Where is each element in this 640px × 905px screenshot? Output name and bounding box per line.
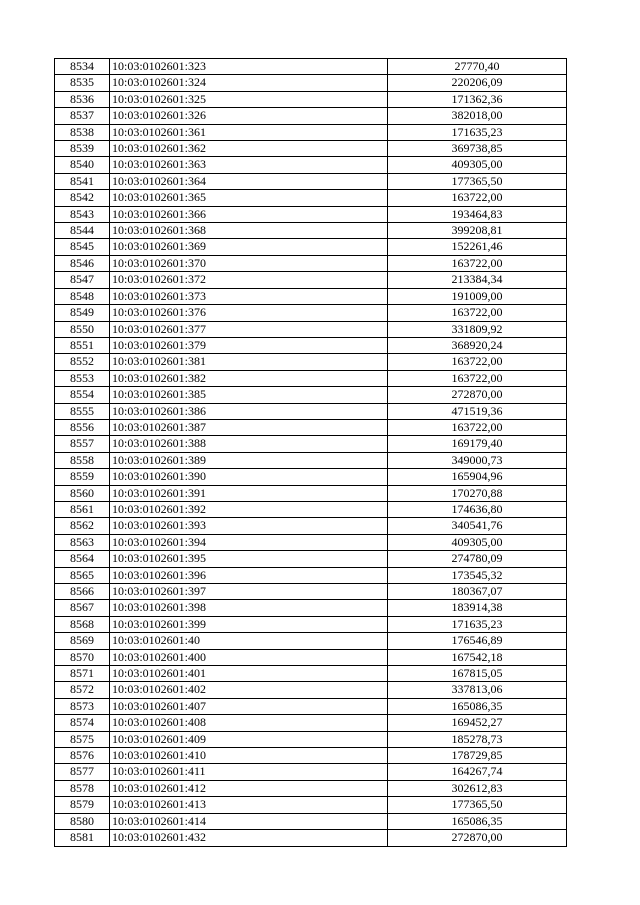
cadastral-number-cell: 10:03:0102601:395 <box>110 551 388 567</box>
table-row <box>55 419 567 435</box>
amount-cell: 409305,00 <box>388 157 567 173</box>
row-number-cell: 8568 <box>55 616 110 632</box>
amount-cell: 399208,81 <box>388 223 567 239</box>
cadastral-number-cell: 10:03:0102601:399 <box>110 616 388 632</box>
amount-cell: 165086,35 <box>388 813 567 829</box>
table-row <box>55 682 567 698</box>
cadastral-number-cell: 10:03:0102601:398 <box>110 600 388 616</box>
table-row <box>55 206 567 222</box>
table-row <box>55 780 567 796</box>
table-row <box>55 288 567 304</box>
row-number-cell: 8569 <box>55 633 110 649</box>
amount-cell: 169452,27 <box>388 715 567 731</box>
cadastral-number-cell: 10:03:0102601:385 <box>110 387 388 403</box>
amount-cell: 302612,83 <box>388 780 567 796</box>
table-row <box>55 600 567 616</box>
row-number-cell: 8576 <box>55 748 110 764</box>
cadastral-number-cell: 10:03:0102601:411 <box>110 764 388 780</box>
row-number-cell: 8543 <box>55 206 110 222</box>
row-number-cell: 8554 <box>55 387 110 403</box>
table-row <box>55 666 567 682</box>
cadastral-number-cell: 10:03:0102601:376 <box>110 305 388 321</box>
amount-cell: 183914,38 <box>388 600 567 616</box>
table-row <box>55 436 567 452</box>
table-row <box>55 321 567 337</box>
table-row <box>55 633 567 649</box>
cadastral-number-cell: 10:03:0102601:377 <box>110 321 388 337</box>
row-number-cell: 8571 <box>55 666 110 682</box>
row-number-cell: 8535 <box>55 75 110 91</box>
amount-cell: 163722,00 <box>388 354 567 370</box>
row-number-cell: 8540 <box>55 157 110 173</box>
cadastral-number-cell: 10:03:0102601:361 <box>110 124 388 140</box>
row-number-cell: 8544 <box>55 223 110 239</box>
amount-cell: 163722,00 <box>388 419 567 435</box>
table-row <box>55 584 567 600</box>
amount-cell: 165086,35 <box>388 698 567 714</box>
registry-table <box>54 58 567 847</box>
amount-cell: 349000,73 <box>388 452 567 468</box>
amount-cell: 163722,00 <box>388 255 567 271</box>
row-number-cell: 8548 <box>55 288 110 304</box>
amount-cell: 176546,89 <box>388 633 567 649</box>
cadastral-number-cell: 10:03:0102601:390 <box>110 469 388 485</box>
table-row <box>55 616 567 632</box>
amount-cell: 164267,74 <box>388 764 567 780</box>
cadastral-number-cell: 10:03:0102601:381 <box>110 354 388 370</box>
cadastral-number-cell: 10:03:0102601:389 <box>110 452 388 468</box>
amount-cell: 331809,92 <box>388 321 567 337</box>
table-row <box>55 731 567 747</box>
row-number-cell: 8557 <box>55 436 110 452</box>
amount-cell: 167815,05 <box>388 666 567 682</box>
cadastral-number-cell: 10:03:0102601:391 <box>110 485 388 501</box>
cadastral-number-cell: 10:03:0102601:392 <box>110 501 388 517</box>
row-number-cell: 8560 <box>55 485 110 501</box>
amount-cell: 337813,06 <box>388 682 567 698</box>
cadastral-number-cell: 10:03:0102601:393 <box>110 518 388 534</box>
amount-cell: 193464,83 <box>388 206 567 222</box>
cadastral-number-cell: 10:03:0102601:388 <box>110 436 388 452</box>
cadastral-number-cell: 10:03:0102601:382 <box>110 370 388 386</box>
cadastral-number-cell: 10:03:0102601:408 <box>110 715 388 731</box>
cadastral-number-cell: 10:03:0102601:362 <box>110 141 388 157</box>
table-row <box>55 157 567 173</box>
table-row <box>55 272 567 288</box>
cadastral-number-cell: 10:03:0102601:387 <box>110 419 388 435</box>
cadastral-number-cell: 10:03:0102601:379 <box>110 337 388 353</box>
amount-cell: 27770,40 <box>388 59 567 75</box>
amount-cell: 220206,09 <box>388 75 567 91</box>
row-number-cell: 8538 <box>55 124 110 140</box>
row-number-cell: 8536 <box>55 91 110 107</box>
table-row <box>55 403 567 419</box>
amount-cell: 169179,40 <box>388 436 567 452</box>
table-row <box>55 108 567 124</box>
cadastral-number-cell: 10:03:0102601:323 <box>110 59 388 75</box>
table-row <box>55 124 567 140</box>
row-number-cell: 8575 <box>55 731 110 747</box>
amount-cell: 382018,00 <box>388 108 567 124</box>
row-number-cell: 8562 <box>55 518 110 534</box>
row-number-cell: 8553 <box>55 370 110 386</box>
row-number-cell: 8537 <box>55 108 110 124</box>
amount-cell: 274780,09 <box>388 551 567 567</box>
amount-cell: 152261,46 <box>388 239 567 255</box>
table-row <box>55 239 567 255</box>
row-number-cell: 8565 <box>55 567 110 583</box>
amount-cell: 213384,34 <box>388 272 567 288</box>
row-number-cell: 8561 <box>55 501 110 517</box>
amount-cell: 180367,07 <box>388 584 567 600</box>
amount-cell: 171362,36 <box>388 91 567 107</box>
row-number-cell: 8570 <box>55 649 110 665</box>
table-row <box>55 501 567 517</box>
table-row <box>55 764 567 780</box>
table-row <box>55 452 567 468</box>
cadastral-number-cell: 10:03:0102601:409 <box>110 731 388 747</box>
cadastral-number-cell: 10:03:0102601:412 <box>110 780 388 796</box>
amount-cell: 171635,23 <box>388 124 567 140</box>
row-number-cell: 8567 <box>55 600 110 616</box>
table-row <box>55 485 567 501</box>
amount-cell: 163722,00 <box>388 370 567 386</box>
table-row <box>55 305 567 321</box>
cadastral-number-cell: 10:03:0102601:40 <box>110 633 388 649</box>
amount-cell: 177365,50 <box>388 797 567 813</box>
table-row <box>55 190 567 206</box>
row-number-cell: 8558 <box>55 452 110 468</box>
amount-cell: 171635,23 <box>388 616 567 632</box>
cadastral-number-cell: 10:03:0102601:386 <box>110 403 388 419</box>
table-row <box>55 75 567 91</box>
table-row <box>55 141 567 157</box>
table-row <box>55 649 567 665</box>
cadastral-number-cell: 10:03:0102601:413 <box>110 797 388 813</box>
row-number-cell: 8564 <box>55 551 110 567</box>
row-number-cell: 8572 <box>55 682 110 698</box>
row-number-cell: 8539 <box>55 141 110 157</box>
row-number-cell: 8581 <box>55 830 110 846</box>
amount-cell: 177365,50 <box>388 173 567 189</box>
amount-cell: 173545,32 <box>388 567 567 583</box>
row-number-cell: 8547 <box>55 272 110 288</box>
table-row <box>55 223 567 239</box>
row-number-cell: 8546 <box>55 255 110 271</box>
cadastral-number-cell: 10:03:0102601:396 <box>110 567 388 583</box>
amount-cell: 163722,00 <box>388 190 567 206</box>
amount-cell: 191009,00 <box>388 288 567 304</box>
amount-cell: 272870,00 <box>388 830 567 846</box>
row-number-cell: 8574 <box>55 715 110 731</box>
table-row <box>55 518 567 534</box>
row-number-cell: 8541 <box>55 173 110 189</box>
cadastral-number-cell: 10:03:0102601:370 <box>110 255 388 271</box>
cadastral-number-cell: 10:03:0102601:364 <box>110 173 388 189</box>
cadastral-number-cell: 10:03:0102601:397 <box>110 584 388 600</box>
amount-cell: 369738,85 <box>388 141 567 157</box>
amount-cell: 174636,80 <box>388 501 567 517</box>
cadastral-number-cell: 10:03:0102601:365 <box>110 190 388 206</box>
registry-table-body <box>55 59 567 847</box>
cadastral-number-cell: 10:03:0102601:414 <box>110 813 388 829</box>
amount-cell: 163722,00 <box>388 305 567 321</box>
row-number-cell: 8556 <box>55 419 110 435</box>
row-number-cell: 8573 <box>55 698 110 714</box>
cadastral-number-cell: 10:03:0102601:401 <box>110 666 388 682</box>
table-row <box>55 698 567 714</box>
cadastral-number-cell: 10:03:0102601:400 <box>110 649 388 665</box>
row-number-cell: 8563 <box>55 534 110 550</box>
row-number-cell: 8552 <box>55 354 110 370</box>
row-number-cell: 8534 <box>55 59 110 75</box>
cadastral-number-cell: 10:03:0102601:394 <box>110 534 388 550</box>
table-row <box>55 534 567 550</box>
cadastral-number-cell: 10:03:0102601:369 <box>110 239 388 255</box>
row-number-cell: 8566 <box>55 584 110 600</box>
amount-cell: 409305,00 <box>388 534 567 550</box>
row-number-cell: 8577 <box>55 764 110 780</box>
row-number-cell: 8549 <box>55 305 110 321</box>
cadastral-number-cell: 10:03:0102601:432 <box>110 830 388 846</box>
table-row <box>55 173 567 189</box>
cadastral-number-cell: 10:03:0102601:372 <box>110 272 388 288</box>
table-row <box>55 387 567 403</box>
cadastral-number-cell: 10:03:0102601:402 <box>110 682 388 698</box>
cadastral-number-cell: 10:03:0102601:410 <box>110 748 388 764</box>
table-row <box>55 59 567 75</box>
cadastral-number-cell: 10:03:0102601:324 <box>110 75 388 91</box>
cadastral-number-cell: 10:03:0102601:373 <box>110 288 388 304</box>
table-row <box>55 813 567 829</box>
row-number-cell: 8580 <box>55 813 110 829</box>
table-row <box>55 551 567 567</box>
cadastral-number-cell: 10:03:0102601:407 <box>110 698 388 714</box>
table-row <box>55 91 567 107</box>
amount-cell: 368920,24 <box>388 337 567 353</box>
table-row <box>55 748 567 764</box>
row-number-cell: 8550 <box>55 321 110 337</box>
table-row <box>55 830 567 846</box>
table-row <box>55 715 567 731</box>
table-row <box>55 797 567 813</box>
cadastral-number-cell: 10:03:0102601:368 <box>110 223 388 239</box>
amount-cell: 178729,85 <box>388 748 567 764</box>
table-row <box>55 370 567 386</box>
cadastral-number-cell: 10:03:0102601:326 <box>110 108 388 124</box>
amount-cell: 340541,76 <box>388 518 567 534</box>
cadastral-number-cell: 10:03:0102601:325 <box>110 91 388 107</box>
amount-cell: 471519,36 <box>388 403 567 419</box>
row-number-cell: 8578 <box>55 780 110 796</box>
cadastral-number-cell: 10:03:0102601:366 <box>110 206 388 222</box>
row-number-cell: 8551 <box>55 337 110 353</box>
table-row <box>55 469 567 485</box>
row-number-cell: 8542 <box>55 190 110 206</box>
row-number-cell: 8559 <box>55 469 110 485</box>
amount-cell: 165904,96 <box>388 469 567 485</box>
row-number-cell: 8579 <box>55 797 110 813</box>
table-row <box>55 354 567 370</box>
cadastral-number-cell: 10:03:0102601:363 <box>110 157 388 173</box>
row-number-cell: 8555 <box>55 403 110 419</box>
amount-cell: 170270,88 <box>388 485 567 501</box>
table-row <box>55 567 567 583</box>
amount-cell: 272870,00 <box>388 387 567 403</box>
table-row <box>55 337 567 353</box>
amount-cell: 185278,73 <box>388 731 567 747</box>
table-row <box>55 255 567 271</box>
row-number-cell: 8545 <box>55 239 110 255</box>
amount-cell: 167542,18 <box>388 649 567 665</box>
